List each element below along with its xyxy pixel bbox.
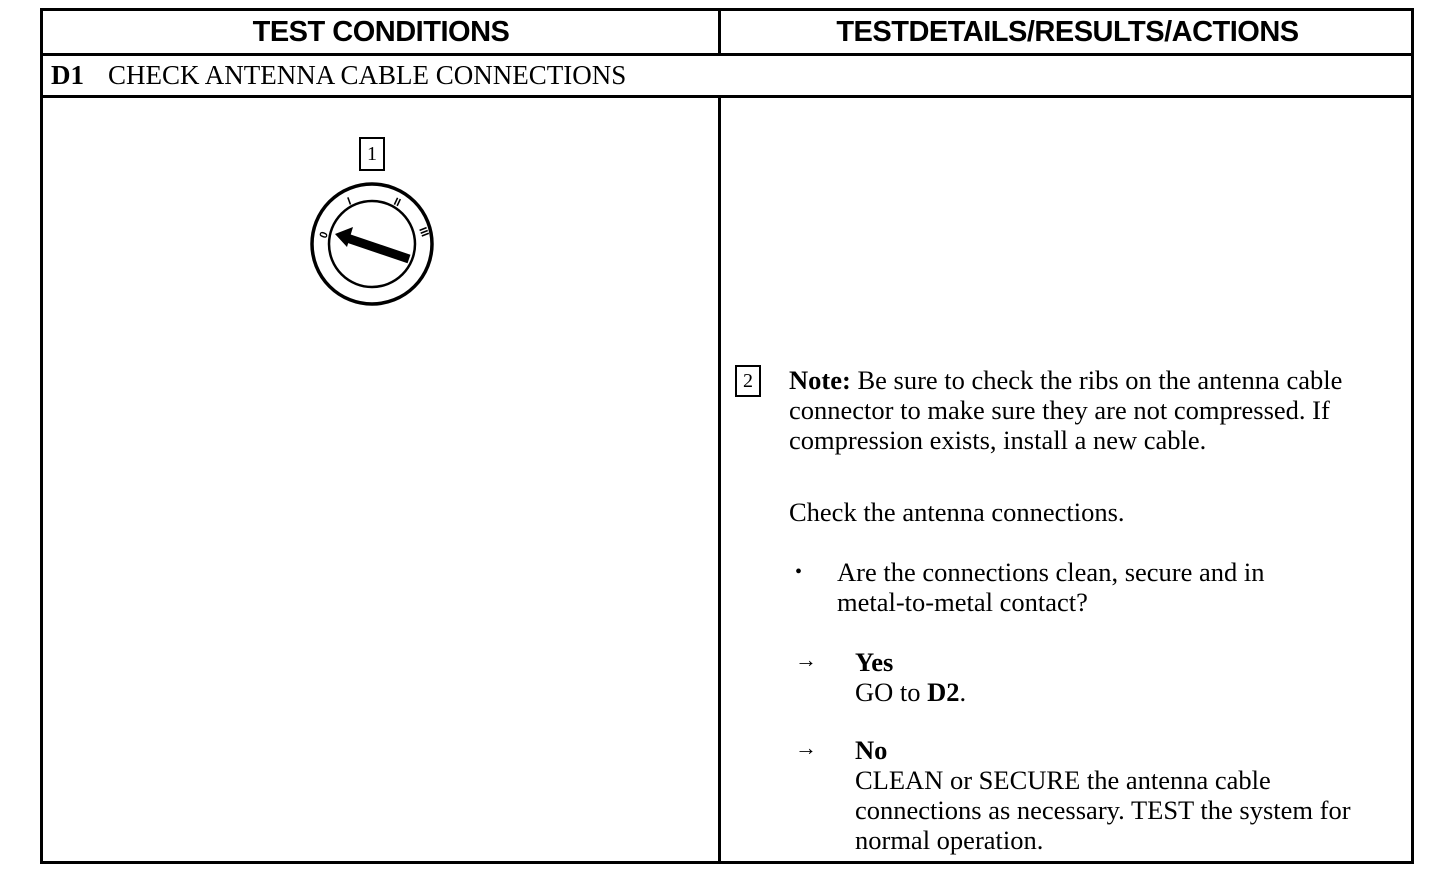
column-header-test-conditions: TEST CONDITIONS <box>252 15 510 48</box>
yes-label: Yes <box>855 647 894 677</box>
title-rule <box>43 95 1411 98</box>
question-text: Are the connections clean, secure and in metal-to-metal contact? <box>837 557 1265 617</box>
instruction-text: Check the antenna connections. <box>789 497 1125 527</box>
note-label: Note: <box>789 365 851 395</box>
yes-action <box>855 677 1355 707</box>
step-number-box-1: 1 <box>359 137 385 171</box>
note-paragraph <box>789 365 1389 455</box>
no-action: CLEAN or SECURE the antenna cable connections as necessary. TEST the system for normal operation. <box>855 765 1351 855</box>
ignition-position-2: II <box>391 195 403 210</box>
note-text: Be sure to check the ribs on the antenna cable connector to make sure they are not compressed. If compression exists, install a new cable. <box>789 365 1343 455</box>
yes-action-suffix: . <box>959 677 967 707</box>
no-label: No <box>855 735 888 765</box>
ignition-position-3: III <box>416 225 431 239</box>
step-title: CHECK ANTENNA CABLE CONNECTIONS <box>108 59 627 90</box>
yes-action-target: D2 <box>927 677 960 707</box>
no-arrow-icon: → <box>795 735 817 760</box>
ignition-position-1: I <box>345 195 353 208</box>
ignition-key-arrow <box>335 227 409 259</box>
column-header-test-details: TESTDETAILS/RESULTS/ACTIONS <box>836 15 1299 48</box>
diagnostic-table <box>40 8 1414 864</box>
header-divider <box>718 11 721 53</box>
step-title-row <box>51 55 626 95</box>
body-divider <box>718 98 721 861</box>
step-code: D1 <box>51 59 84 90</box>
ignition-position-0: 0 <box>317 230 331 241</box>
ignition-switch-icon <box>309 181 439 311</box>
step-number-box-2: 2 <box>735 365 761 397</box>
yes-action-prefix: GO to <box>855 677 921 707</box>
bullet-marker: • <box>795 561 803 583</box>
yes-arrow-icon: → <box>795 647 817 672</box>
